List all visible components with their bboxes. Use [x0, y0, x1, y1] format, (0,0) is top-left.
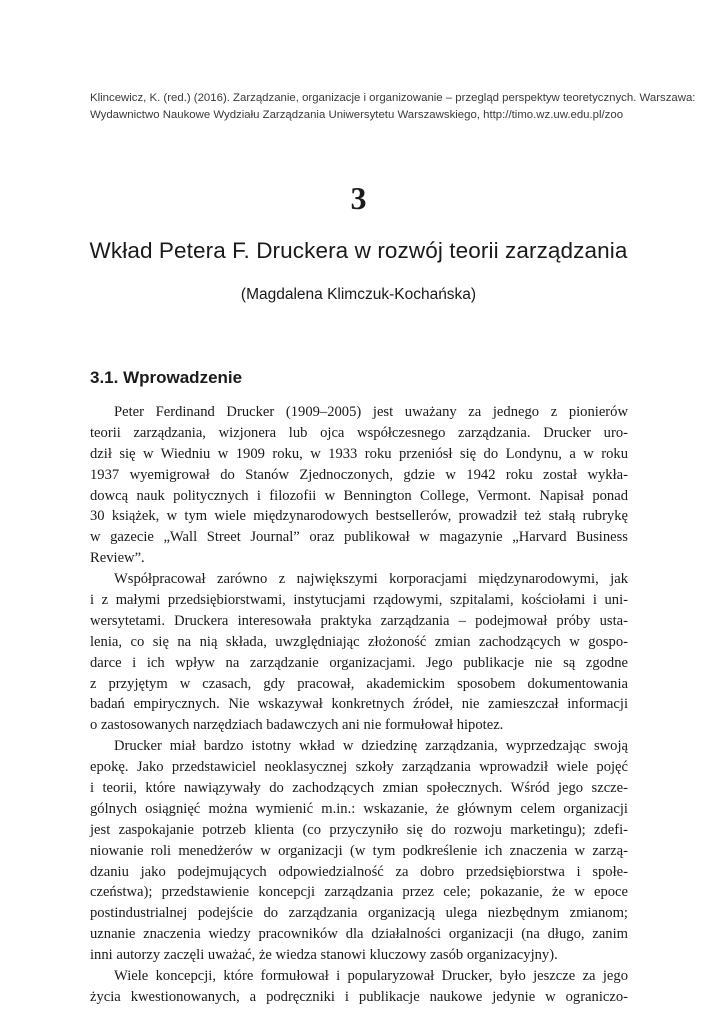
paragraph-line: Wiele koncepcji, które formułował i popularyzował Drucker, było jeszcze za jego	[114, 968, 628, 985]
citation-line: Klincewicz, K. (red.) (2016). Zarządzanie, organizacje i organizowanie – przegląd perspektyw teoretycznych. Warszawa:	[90, 92, 696, 104]
chapter-author: (Magdalena Klimczuk-Kochańska)	[240, 286, 477, 303]
paragraph-line: epokę. Jako przedstawiciel neoklasycznej szkoły zarządzania wprowadził wiele pojęć	[90, 759, 628, 776]
paragraph-line: Peter Ferdinand Drucker (1909–2005) jest uważany za jednego z pionierów	[114, 404, 628, 420]
paragraph-line: postindustrialnej podejście do zarządzania organizacją ulega niezbędnym zmianom;	[90, 905, 628, 922]
paragraph-line: inni autorzy zaczęli uważać, że wiedza stanowi kluczowy zasób organizacyjny).	[90, 947, 558, 964]
section-heading: 3.1. Wprowadzenie	[90, 368, 243, 387]
citation-note	[90, 90, 696, 124]
paragraph-line: darce i ich wpływ na zarządzanie organizacjami. Jego publikacje nie są zgodne	[90, 654, 628, 671]
citation-line: Wydawnictwo Naukowe Wydziału Zarządzania Uniwersytetu Warszawskiego, http://timo.wz.uw.edu.pl/zoo	[90, 109, 624, 121]
paragraph-line: niowanie roli menedżerów w organizacji (w tym podkreślenie ich znaczenia w zarzą-	[90, 842, 628, 859]
body-text	[90, 402, 628, 1008]
paragraph-line: czeństwa); przedstawienie koncepcji zarządzania przez cele; pokazanie, że w epoce	[90, 884, 628, 901]
paragraph-line: gólnych osiągnięć można wymienić m.in.: wskazanie, że głównym celem organizacji	[90, 800, 628, 817]
chapter-number: 3	[350, 180, 367, 216]
paragraph-line: z przyjętym w czasach, gdy pracował, akademickim sposobem dokumentowania	[90, 675, 628, 692]
paragraph-line: w gazecie „Wall Street Journal” oraz publikował w magazynie „Harvard Business	[90, 529, 628, 546]
paragraph-line: Współpracował zarówno z największymi korporacjami międzynarodowymi, jak	[114, 571, 628, 588]
paragraph-line: Review”.	[90, 550, 145, 567]
paragraph-line: badań empirycznych. Nie wskazywał konkretnych źródeł, nie zamieszczał informacji	[90, 696, 628, 713]
paragraph-line: i teorii, które nawiązywały do zachodzących zmian społecznych. Wśród jego szcze-	[90, 780, 628, 797]
paragraph-line: dzaniu jako podejmujących odpowiedzialność za dobro przedsiębiorstwa i społe-	[90, 863, 628, 880]
paragraph-line: teorii zarządzania, wizjonera lub ojca współczesnego zarządzania. Drucker uro-	[90, 424, 628, 441]
paragraph-line: jest zaspokajanie potrzeb klienta (co przyczyniło się do rozwoju marketingu); zdefi-	[90, 821, 628, 838]
paragraph-line: 30 książek, w tym wiele międzynarodowych bestsellerów, prowadził też stałą rubrykę	[90, 508, 628, 525]
paragraph-line: o zastosowanych narzędziach badawczych ani nie formułował hipotez.	[90, 717, 504, 734]
paragraph-line: dowcą nauk politycznych i filozofii w Bennington College, Vermont. Napisał ponad	[90, 487, 628, 504]
paragraph-line: i z małymi przedsiębiorstwami, instytucjami rządowymi, szpitalami, kościołami i uni-	[90, 592, 628, 609]
paragraph-line: wersytetami. Druckera interesowała praktyka zarządzania – podejmował próby usta-	[90, 612, 628, 629]
paragraph-line: dził się w Wiedniu w 1909 roku, w 1933 roku przeniósł się do Londynu, a w roku	[90, 445, 628, 462]
paragraph-line: uznanie znaczenia wiedzy pracowników dla działalności organizacji (na długo, zanim	[90, 926, 628, 943]
paragraph-line: życia kwestionowanych, a podręczniki i publikacje naukowe jedynie w ograniczo-	[90, 988, 628, 1005]
paragraph-line: 1937 wyemigrował do Stanów Zjednoczonych, gdzie w 1942 roku został wykła-	[90, 466, 628, 483]
paragraph-line: Drucker miał bardzo istotny wkład w dziedzinę zarządzania, wyprzedzając swoją	[114, 738, 628, 755]
paragraph-line: lenia, co się na nią składa, uwzględniając złożoność zmian zachodzących w gospo-	[90, 633, 628, 650]
chapter-title: Wkład Petera F. Druckera w rozwój teorii zarządzania	[89, 238, 628, 263]
